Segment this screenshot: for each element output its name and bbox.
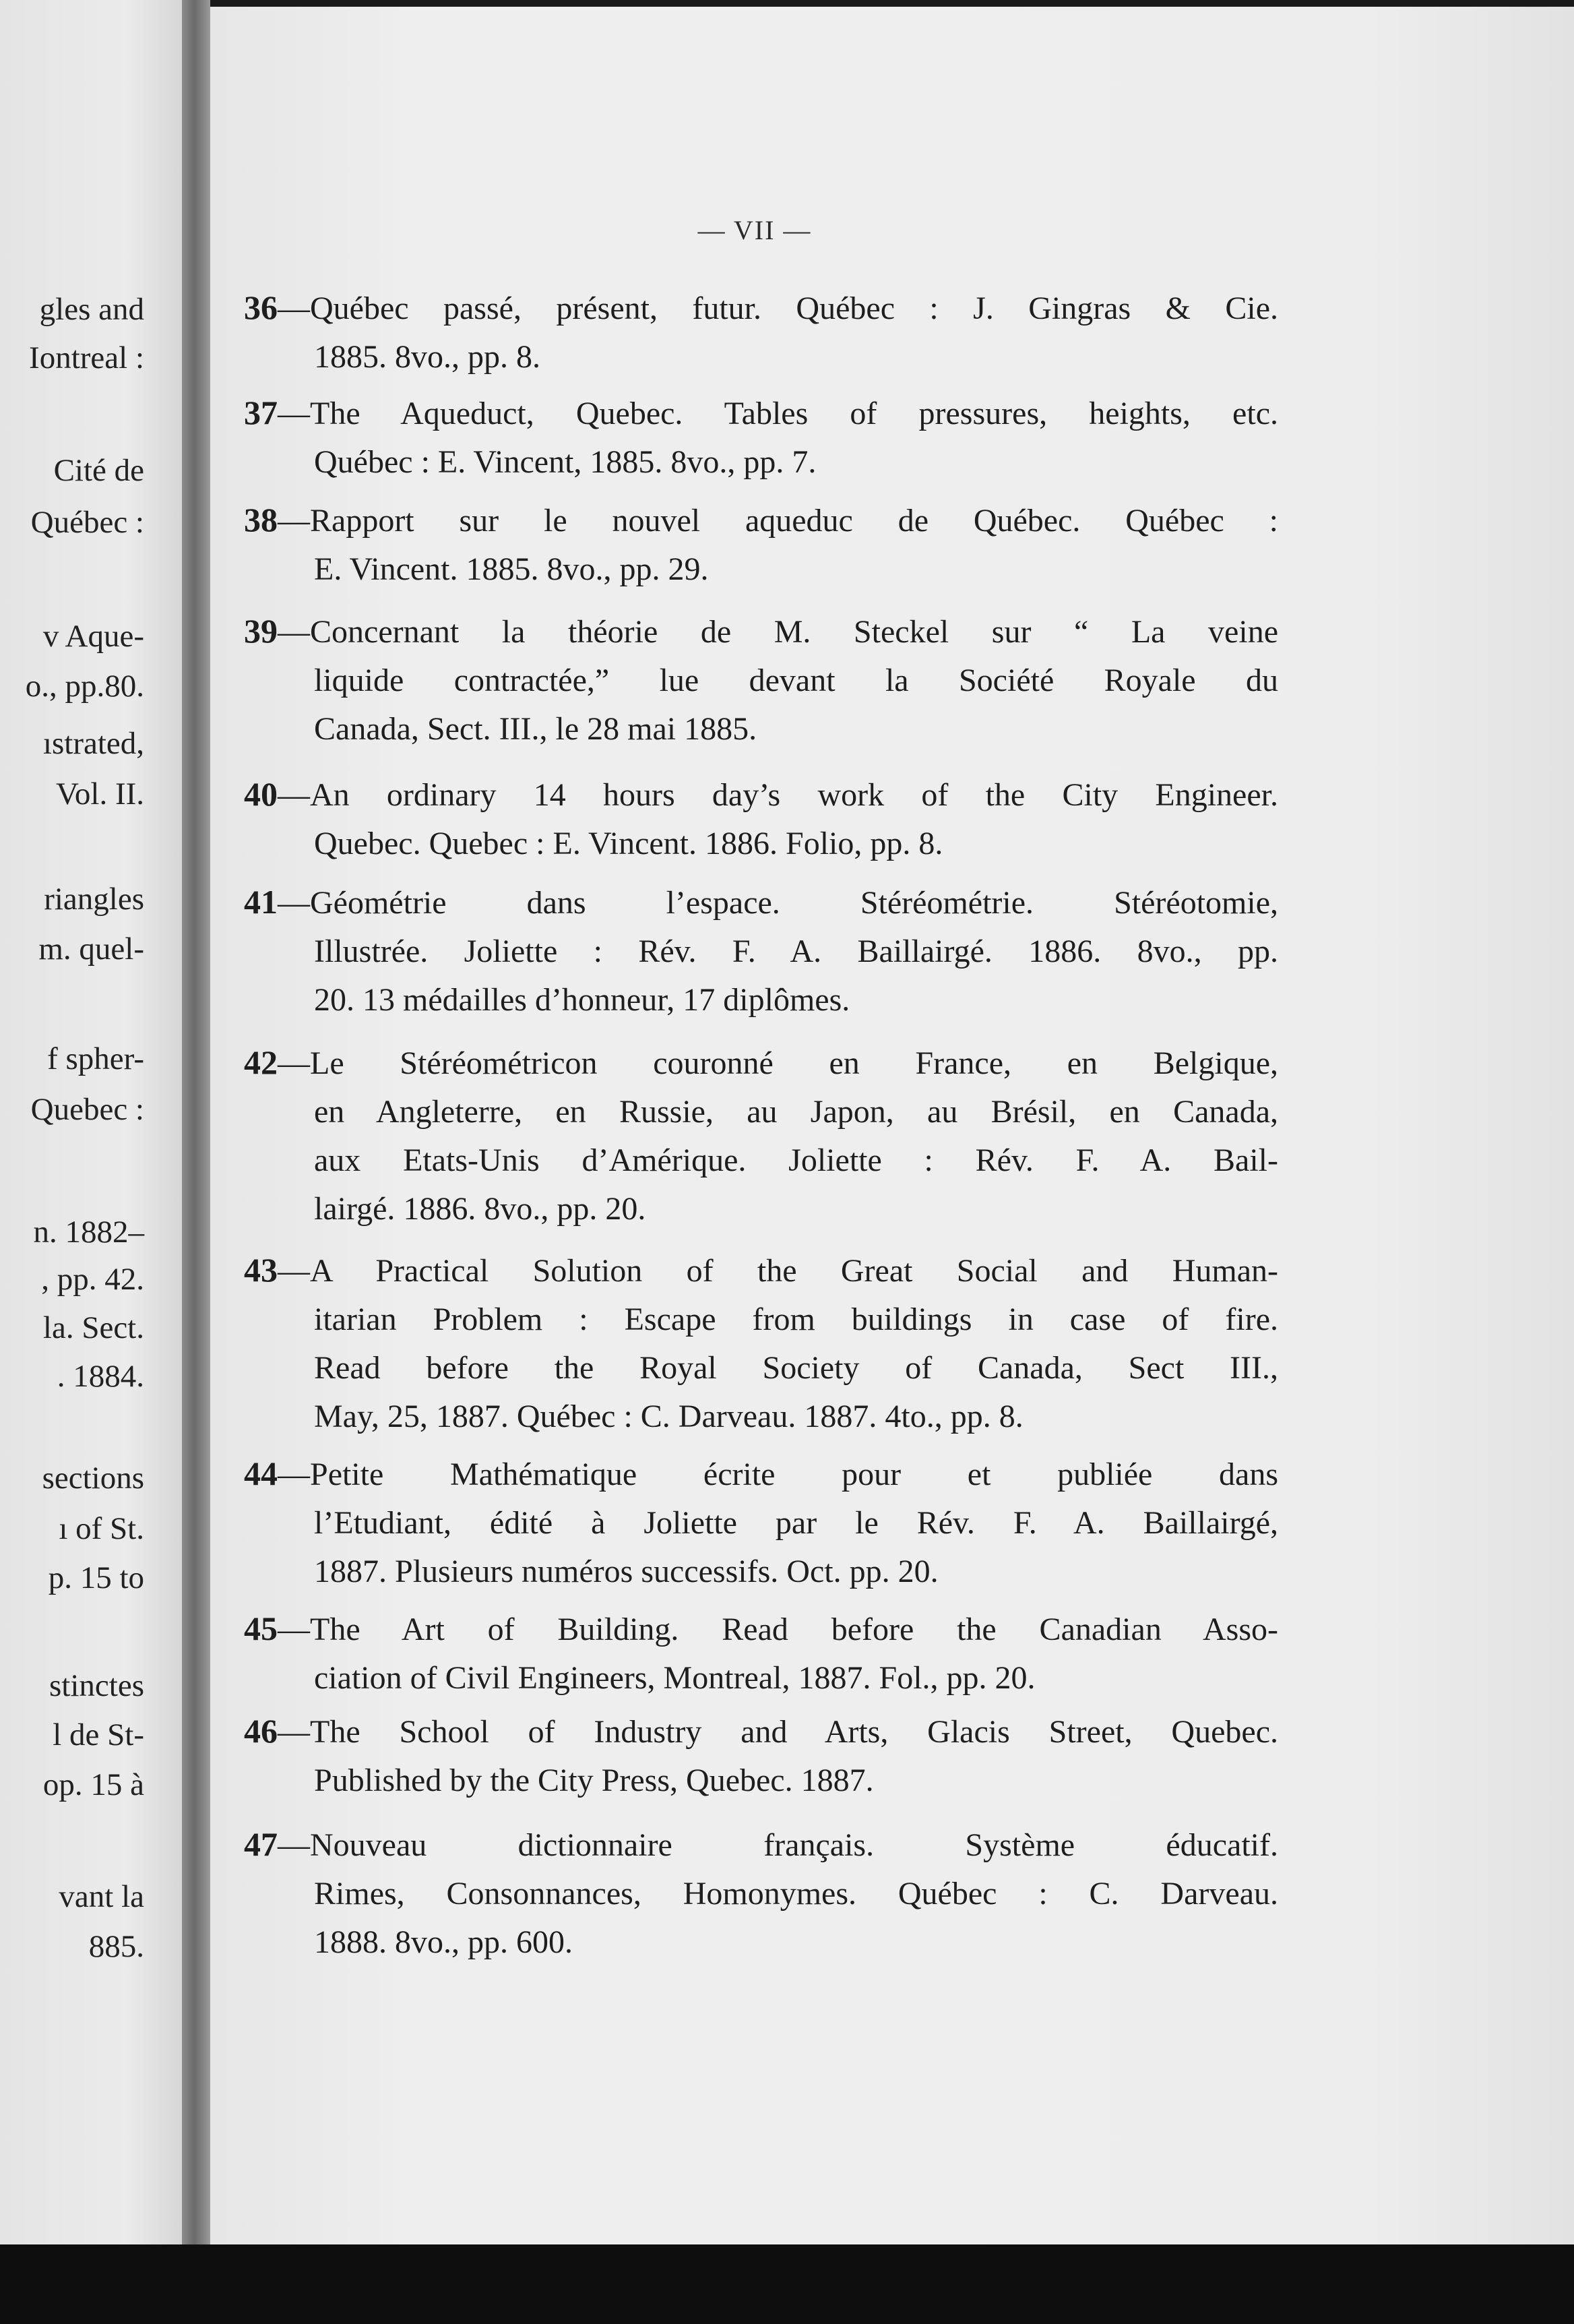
entry-number: 39 <box>244 612 278 650</box>
left-fragment: f spher- <box>47 1041 144 1076</box>
entry-number: 47 <box>244 1825 278 1863</box>
entry-line: 40—An ordinary 14 hours day’s work of the City Engineer. <box>244 775 1278 813</box>
left-fragment: Vol. II. <box>56 776 144 812</box>
bibliography-entry <box>244 770 1278 868</box>
entry-number: 38 <box>244 501 278 539</box>
entry-line: lairgé. 1886. 8vo., pp. 20. <box>314 1191 646 1227</box>
left-fragment: sections <box>42 1461 144 1496</box>
entry-line: 43—A Practical Solution of the Great Social and Human- <box>244 1251 1278 1289</box>
entry-line: 37—The Aqueduct, Quebec. Tables of pressures, heights, etc. <box>244 394 1278 431</box>
left-page-margin <box>0 0 182 2244</box>
entry-number: 42 <box>244 1043 278 1081</box>
left-fragment: v Aque- <box>42 619 144 654</box>
entry-line: Published by the City Press, Quebec. 1887. <box>314 1763 874 1798</box>
left-fragment: l de St- <box>53 1717 144 1752</box>
entry-number: 45 <box>244 1610 278 1647</box>
entry-line: 20. 13 médailles d’honneur, 17 diplômes. <box>314 982 850 1018</box>
left-fragment: ıstrated, <box>42 726 144 761</box>
entry-line: aux Etats-Unis d’Amérique. Joliette : Rév. F. A. Bail- <box>314 1142 1278 1178</box>
entry-number: 41 <box>244 883 278 921</box>
entry-number: 46 <box>244 1712 278 1750</box>
left-fragment: Québec : <box>30 505 144 540</box>
bibliography-entry <box>244 1038 1278 1233</box>
left-fragment: riangles <box>44 882 144 917</box>
left-fragment: , pp. 42. <box>41 1262 144 1297</box>
entry-line: 1885. 8vo., pp. 8. <box>314 339 540 375</box>
entry-line: Read before the Royal Society of Canada, Sect III., <box>314 1350 1278 1386</box>
entry-line: 36—Québec passé, présent, futur. Québec : J. Gingras & Cie. <box>244 288 1278 326</box>
left-fragment: gles and <box>39 292 144 327</box>
book-gutter <box>182 0 210 2244</box>
left-fragment: vant la <box>59 1879 144 1914</box>
left-fragment: la. Sect. <box>42 1310 144 1345</box>
left-fragment: o., pp.80. <box>25 669 144 704</box>
entry-line: 42—Le Stéréométricon couronné en France, en Belgique, <box>244 1043 1278 1081</box>
left-fragment: n. 1882– <box>33 1215 144 1250</box>
entry-line: 45—The Art of Building. Read before the Canadian Asso- <box>244 1610 1278 1647</box>
entry-line: 47—Nouveau dictionnaire français. Système éducatif. <box>244 1825 1278 1863</box>
left-fragment: Cité de <box>53 453 144 488</box>
entry-line: Rimes, Consonnances, Homonymes. Québec : C. Darveau. <box>314 1876 1278 1912</box>
entry-number: 40 <box>244 775 278 813</box>
entry-line: 38—Rapport sur le nouvel aqueduc de Québec. Québec : <box>244 501 1278 539</box>
entry-number: 37 <box>244 394 278 431</box>
left-fragment: . 1884. <box>57 1359 144 1394</box>
entry-line: May, 25, 1887. Québec : C. Darveau. 1887. 4to., pp. 8. <box>314 1399 1024 1434</box>
left-fragment: Quebec : <box>30 1092 144 1127</box>
entry-line: en Angleterre, en Russie, au Japon, au Brésil, en Canada, <box>314 1094 1278 1130</box>
left-fragment: 885. <box>88 1929 144 1964</box>
bibliography-entry <box>244 388 1278 487</box>
bibliography-entry <box>244 283 1278 381</box>
left-fragment: ı of St. <box>59 1511 144 1546</box>
left-fragment: p. 15 to <box>48 1560 144 1595</box>
bibliography-entry <box>244 607 1278 754</box>
entry-number: 43 <box>244 1251 278 1289</box>
bibliography-entry <box>244 1820 1278 1967</box>
entry-line: 1887. Plusieurs numéros successifs. Oct. pp. 20. <box>314 1554 939 1589</box>
entry-line: 46—The School of Industry and Arts, Glacis Street, Quebec. <box>244 1712 1278 1750</box>
entry-line: 44—Petite Mathématique écrite pour et publiée dans <box>244 1455 1278 1492</box>
left-fragment: op. 15 à <box>42 1767 144 1802</box>
entry-line: ciation of Civil Engineers, Montreal, 1887. Fol., pp. 20. <box>314 1660 1036 1696</box>
bibliography-entry <box>244 1707 1278 1805</box>
entry-line: Quebec. Quebec : E. Vincent. 1886. Folio, pp. 8. <box>314 826 943 861</box>
bibliography-entry <box>244 495 1278 594</box>
entry-line: liquide contractée,” lue devant la Société Royale du <box>314 663 1278 698</box>
bibliography-entry <box>244 878 1278 1025</box>
entry-line: 1888. 8vo., pp. 600. <box>314 1924 573 1960</box>
page-number: — VII — <box>697 215 812 245</box>
left-fragment: stinctes <box>49 1668 144 1703</box>
entry-number: 44 <box>244 1455 278 1492</box>
entry-line: 39—Concernant la théorie de M. Steckel sur “ La veine <box>244 612 1278 650</box>
bibliography-entry <box>244 1449 1278 1596</box>
entry-line: Illustrée. Joliette : Rév. F. A. Baillairgé. 1886. 8vo., pp. <box>314 934 1278 969</box>
bibliography-entry <box>244 1246 1278 1441</box>
entry-line: Canada, Sect. III., le 28 mai 1885. <box>314 711 757 747</box>
left-fragment: Iontreal : <box>29 340 144 375</box>
entry-line: 41—Géométrie dans l’espace. Stéréométrie. Stéréotomie, <box>244 883 1278 921</box>
entry-line: E. Vincent. 1885. 8vo., pp. 29. <box>314 551 709 587</box>
scan-bottom-border <box>0 2244 1574 2324</box>
entry-line: l’Etudiant, édité à Joliette par le Rév. F. A. Baillairgé, <box>314 1505 1278 1541</box>
entry-line: itarian Problem : Escape from buildings in case of fire. <box>314 1302 1278 1337</box>
bibliography-entry <box>244 1604 1278 1703</box>
entry-line: Québec : E. Vincent, 1885. 8vo., pp. 7. <box>314 444 817 480</box>
left-fragment: m. quel- <box>38 931 144 967</box>
entry-number: 36 <box>244 288 278 326</box>
